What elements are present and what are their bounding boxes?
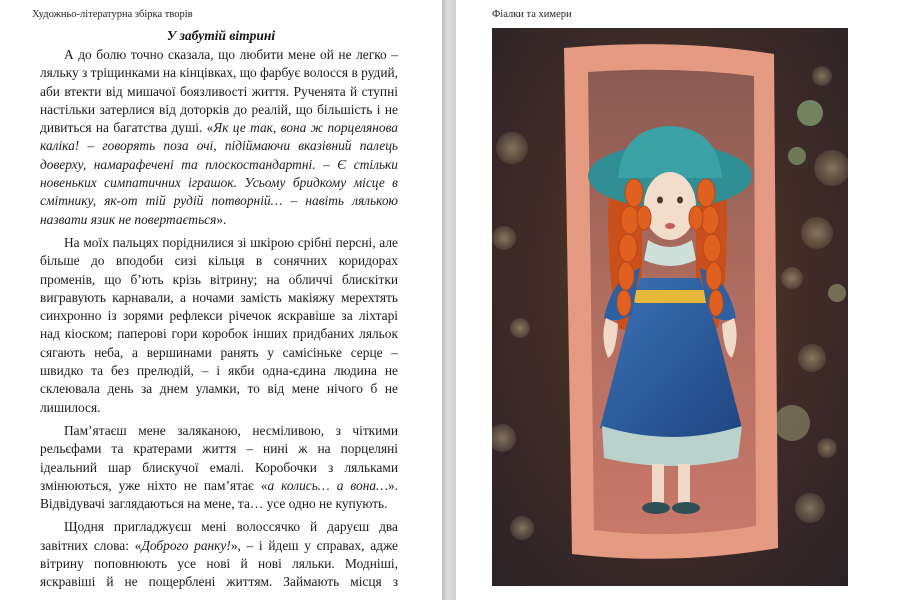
paragraph xyxy=(40,518,398,591)
text-run: », – і йдеш у справах, адже вітрину поповнюють усе нові й нові ляльки. Модніші, яскравіші й не пощерблені життям. Займають місця з xyxy=(40,537,398,590)
text-run: ». xyxy=(216,211,227,227)
text-run: А до болю точно сказала, що любити мене ой не легко – ляльку з тріщинками на кінцівках, що фарбує волосся в рудий, аби втекти від мишачої боязливості життя. Рученята й ступні настільки затерлися від доторків до реалій, що більшість і не дивиться на багатства душі. « xyxy=(40,47,398,136)
italic-run: – говорять поза очі, підіймаючи вказівний палець доверху, намарафечені та плоскостандартні. – Є стільки новеньких симпатичних іграшок. Усьому бридкому місце в смітнику, як-от тій рудій потворній… – навіть лялькою назвати язик не повертається xyxy=(40,138,398,227)
italic-run: Доброго ранку! xyxy=(141,537,231,553)
paragraph xyxy=(40,234,398,417)
right-page xyxy=(456,0,900,600)
doll-shoe-left xyxy=(642,502,670,514)
running-head-right: Фіалки та химери xyxy=(492,9,572,20)
running-head-left: Художньо-літературна збірка творів xyxy=(32,9,193,20)
italic-run: а колись… а вона… xyxy=(267,477,388,493)
text-run: ». Відвідувачі заглядаються на мене, та… усе одно не купують. xyxy=(40,477,398,512)
doll-face xyxy=(644,172,696,240)
text-run: На моїх пальцях поріднилися зі шкірою срібні персні, але більше до вподоби сизі кільця в сонячних коридорах променів, що б’ють крізь вітрину; на обличчі блискітки вигравують карнавали, а ночами замість макіяжу мерехтять синхронно із зорями рефлекси річечок яскравіше за ліхтарі над кіоском; паперові гори коробок інших придбаних ляльок сягають неба, а вершинами ранять у самісіньке серце – швидко та без прелюдій, – і якби одна-єдина людина не склеювала день за днем уламки, то від мене нічого б не лишилося. xyxy=(40,234,398,415)
left-page xyxy=(0,0,442,600)
text-run: Щодня пригладжуєш мені волоссячко й даруєш два завітних слова: « xyxy=(40,519,398,553)
doll-illustration xyxy=(492,28,848,586)
doll-shoe-right xyxy=(672,502,700,514)
chapter-title: У забутій вітрині xyxy=(166,28,276,43)
paragraph xyxy=(40,422,398,513)
doll-sash xyxy=(632,290,710,303)
page-gutter xyxy=(442,0,456,600)
paragraph xyxy=(40,46,398,229)
italic-run: Як це так, вона ж порцелянова каліка! xyxy=(40,120,399,154)
text-run: Пам’ятаєш мене заляканою, несміливою, з чіткими рельєфами та кратерами життя – нині ж на порцеляні ідеальний шар блискучої емалі. Коробочки з ляльками змінюються, уже ніхто не пам’ятає « xyxy=(40,422,398,493)
body-text xyxy=(40,46,398,592)
